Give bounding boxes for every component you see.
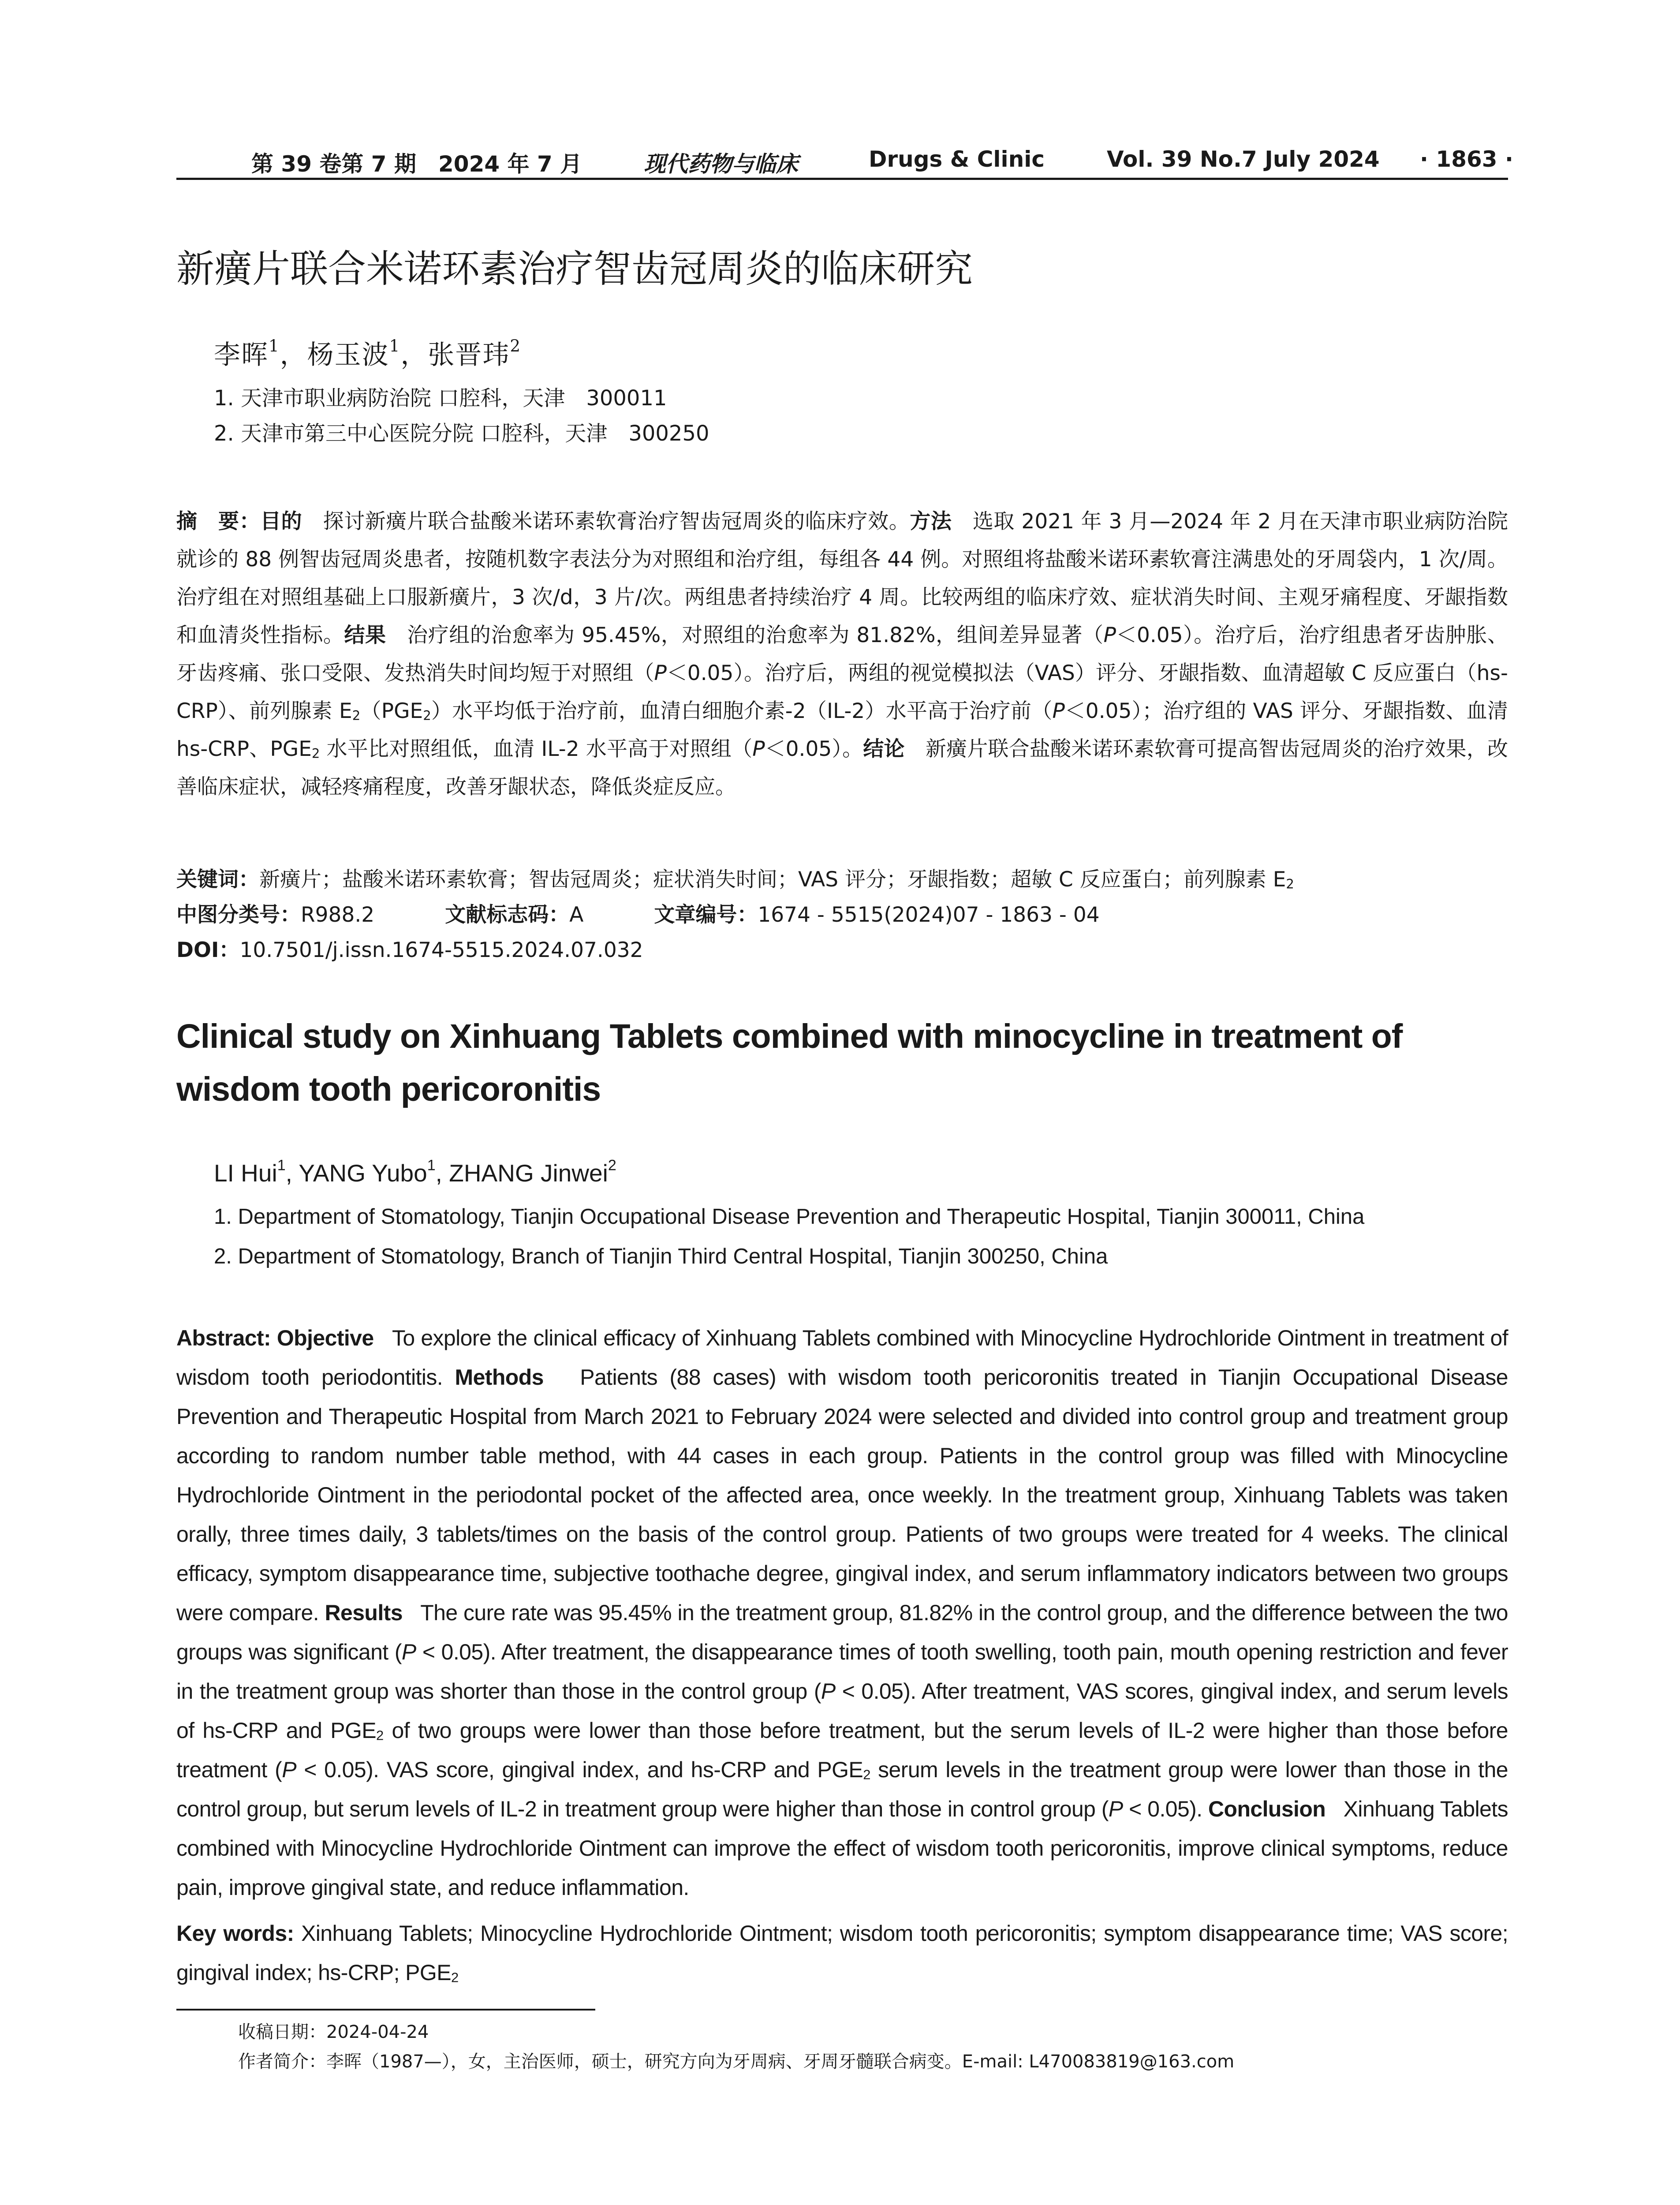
abstract-en bbox=[176, 1319, 1508, 1907]
keywords-zh-label: 关键词： bbox=[176, 867, 259, 892]
title-en: Clinical study on Xinhuang Tablets combined with minocycline in treatment of wisdom tooth pericoronitis bbox=[176, 1017, 1403, 1108]
p-value-symbol: P bbox=[282, 1757, 296, 1782]
affiliation-zh-2: 2. 天津市第三中心医院分院 口腔科，天津 300250 bbox=[214, 421, 709, 446]
author-name: 李晖 bbox=[214, 340, 269, 370]
abstract-en-label: Abstract: bbox=[176, 1326, 277, 1350]
methods-label-zh: 方法 bbox=[910, 509, 952, 534]
author-affiliation-mark: 1 bbox=[427, 1157, 436, 1174]
doi-value: 10.7501/j.issn.1674-5515.2024.07.032 bbox=[239, 938, 643, 962]
doc-code-value: A bbox=[569, 903, 584, 927]
subscript: 2 bbox=[376, 1727, 384, 1743]
author-name: 张晋玮 bbox=[428, 340, 510, 370]
p-value-symbol: P bbox=[1108, 1797, 1123, 1821]
author-name: ZHANG Jinwei bbox=[449, 1159, 608, 1187]
article-no-label: 文章编号： bbox=[654, 903, 758, 927]
article-no-value: 1674 - 5515(2024)07 - 1863 - 04 bbox=[758, 903, 1100, 927]
conclusion-label-en: Conclusion bbox=[1208, 1797, 1326, 1821]
results-zh: 治疗组的治愈率为 95.45%，对照组的治愈率为 81.82%，组间差异显著（ bbox=[407, 623, 1104, 647]
doi-line bbox=[176, 933, 643, 968]
subscript: 2 bbox=[451, 1970, 459, 1985]
author-affiliation-mark: 1 bbox=[269, 336, 280, 356]
conclusion-zh: 新癀片联合盐酸米诺环素软膏可提高智齿冠周炎的治疗效果，改善临床症状，减轻疼痛程度，改善牙龈状态，降低炎症反应。 bbox=[176, 737, 1508, 799]
conclusion-label-zh: 结论 bbox=[863, 737, 905, 761]
results-en: The cure rate was 95.45% in the treatment group, 81.82% in the control group, and the difference between the two groups was significant ( bbox=[176, 1600, 1508, 1664]
author-name: 杨玉波 bbox=[307, 340, 389, 370]
affiliation-en-1: 1. Department of Stomatology, Tianjin Occupational Disease Prevention and Therapeutic Hospital, Tianjin 300011, China bbox=[214, 1205, 1365, 1229]
header-journal-zh: 现代药物与临床 bbox=[644, 151, 798, 177]
footnote-author: 作者简介：李晖（1987—），女，主治医师，硕士，研究方向为牙周病、牙周牙髓联合病变。E-mail: L470083819@163.com bbox=[238, 2052, 1235, 2072]
affiliation-zh-1: 1. 天津市职业病防治院 口腔科，天津 300011 bbox=[214, 386, 667, 411]
abstract-zh-label: 摘 要： bbox=[176, 509, 261, 534]
results-zh: ＜0.05）。治疗后，治疗组患者牙齿肿胀、牙齿疼痛、张口受限、发热消失时间均短于对照组（ bbox=[176, 623, 1508, 685]
subscript: 2 bbox=[1286, 876, 1294, 892]
doc-code-label: 文献标志码： bbox=[445, 903, 570, 927]
footnote-received: 收稿日期：2024-04-24 bbox=[238, 2022, 429, 2042]
author-affiliation-mark: 2 bbox=[608, 1157, 616, 1174]
results-zh: ＜0.05）；治疗组的 VAS 评分、牙龈指数、血清 hs-CRP、PGE bbox=[176, 699, 1508, 761]
author-affiliation-mark: 1 bbox=[389, 336, 401, 356]
p-value-symbol: P bbox=[654, 661, 667, 685]
results-en: serum levels in the treatment group were lower than those in the control group, but serum levels of IL-2 in treatment group were higher than those in control group ( bbox=[176, 1757, 1508, 1821]
p-value-symbol: P bbox=[752, 737, 765, 761]
footnote-rule bbox=[176, 2009, 595, 2011]
objective-label-en: Objective bbox=[276, 1326, 374, 1350]
results-label-en: Results bbox=[325, 1600, 403, 1625]
methods-en: Patients (88 cases) with wisdom tooth pericoronitis treated in Tianjin Occupational Disease Prevention and Therapeutic Hospital from March 2021 to February 2024 were selected and divided into control group and treatment group according to random number table method, with 44 cases in each group. Patients in the control group was filled with Minocycline Hydrochloride Ointment in the periodontal pocket of the affected area, once weekly. In the treatment group, Xinhuang Tablets was taken orally, three times daily, 3 tablets/times on the basis of the control group. Patients of two groups were treated for 4 weeks. The clinical efficacy, symptom disappearance time, subjective toothache degree, gingival index, and serum inflammatory indicators between two groups were compare. bbox=[176, 1365, 1508, 1625]
results-en: < 0.05). After treatment, the disappearance times of tooth swelling, tooth pain, mouth opening restriction and fever in the treatment group was shorter than those in the control group ( bbox=[176, 1640, 1508, 1704]
conclusion-en: Xinhuang Tablets combined with Minocycline Hydrochloride Ointment can improve the effect of wisdom tooth pericoronitis, improve clinical symptoms, reduce pain, improve gingival state, and reduce inflammation. bbox=[176, 1797, 1508, 1900]
clc-label: 中图分类号： bbox=[176, 903, 301, 927]
header-journal-en: Drugs & Clinic bbox=[869, 146, 1045, 172]
running-header bbox=[176, 141, 1513, 177]
authors-zh: 李晖$^1$，杨玉波$^1$，张晋玮$^2$ bbox=[214, 336, 522, 370]
results-label-zh: 结果 bbox=[344, 623, 386, 647]
authors-en: LI Hui$^1$, YANG Yubo$^1$, ZHANG Jinwei$^2$ bbox=[214, 1157, 616, 1187]
results-en: < 0.05). bbox=[1123, 1797, 1202, 1821]
results-en: of two groups were lower than those before treatment, but the serum levels of IL-2 were higher than those before treatment ( bbox=[176, 1718, 1508, 1782]
methods-label-en: Methods bbox=[455, 1365, 544, 1390]
abstract-zh bbox=[176, 503, 1508, 806]
subscript: 2 bbox=[311, 746, 320, 761]
objective-zh: 探讨新癀片联合盐酸米诺环素软膏治疗智齿冠周炎的临床疗效。 bbox=[323, 509, 910, 534]
objective-label-zh: 目的 bbox=[260, 509, 302, 534]
keywords-en-label: Key words: bbox=[176, 1921, 302, 1946]
subscript: 2 bbox=[352, 708, 361, 723]
methods-zh: 选取 2021 年 3 月—2024 年 2 月在天津市职业病防治院就诊的 88 例智齿冠周炎患者，按随机数字表法分为对照组和治疗组，每组各 44 例。对照组将盐酸米诺环素软膏注满患处的牙周袋内，1 次/周。治疗组在对照组基础上口服新癀片，3 次/d，3 片/次。两组患者持续治疗 4 周。比较两组的临床疗效、症状消失时间、主观牙痛程度、牙龈指数和血清炎性指标。 bbox=[176, 509, 1508, 647]
results-en: < 0.05). After treatment, VAS scores, gingival index, and serum levels of hs-CRP and PGE bbox=[176, 1679, 1508, 1743]
header-rule bbox=[176, 178, 1508, 180]
keywords-zh bbox=[176, 862, 1294, 897]
header-page-number: · 1863 · bbox=[1420, 146, 1513, 172]
results-zh: 水平比对照组低，血清 IL-2 水平高于对照组（ bbox=[320, 737, 753, 761]
title-zh: 新癀片联合米诺环素治疗智齿冠周炎的临床研究 bbox=[176, 247, 973, 291]
results-zh: ）水平均低于治疗前，血清白细胞介素-2（IL-2）水平高于治疗前（ bbox=[431, 699, 1053, 723]
p-value-symbol: P bbox=[401, 1640, 416, 1664]
keywords-en bbox=[176, 1914, 1508, 1992]
objective-en: To explore the clinical efficacy of Xinhuang Tablets combined with Minocycline Hydrochloride Ointment in treatment of wisdom tooth periodontitis. bbox=[176, 1326, 1508, 1390]
p-value-symbol: P bbox=[1052, 699, 1065, 723]
p-value-symbol: P bbox=[821, 1679, 836, 1704]
author-name: LI Hui bbox=[214, 1159, 277, 1187]
keywords-en-text: Xinhuang Tablets; Minocycline Hydrochloride Ointment; wisdom tooth pericoronitis; symptom disappearance time; VAS score; gingival index; hs-CRP; PGE bbox=[176, 1921, 1508, 1985]
author-affiliation-mark: 2 bbox=[510, 336, 522, 356]
results-en: < 0.05). VAS score, gingival index, and hs-CRP and PGE bbox=[296, 1757, 863, 1782]
results-zh: ＜0.05）。 bbox=[765, 737, 863, 761]
header-issue-zh: 第 39 卷第 7 期 2024 年 7 月 bbox=[251, 151, 582, 177]
header-issue-en: Vol. 39 No.7 July 2024 bbox=[1107, 146, 1380, 172]
subscript: 2 bbox=[863, 1767, 870, 1783]
author-affiliation-mark: 1 bbox=[277, 1157, 286, 1174]
classification-line bbox=[176, 897, 1100, 933]
p-value-symbol: P bbox=[1103, 623, 1116, 647]
results-zh: （PGE bbox=[360, 699, 423, 723]
results-zh: ＜0.05）。治疗后，两组的视觉模拟法（VAS）评分、牙龈指数、血清超敏 C 反应蛋白（hs-CRP）、前列腺素 E bbox=[176, 661, 1508, 723]
affiliation-en-2: 2. Department of Stomatology, Branch of Tianjin Third Central Hospital, Tianjin 300250, China bbox=[214, 1245, 1108, 1268]
keywords-zh-text: 新癀片；盐酸米诺环素软膏；智齿冠周炎；症状消失时间；VAS 评分；牙龈指数；超敏 C 反应蛋白；前列腺素 E bbox=[259, 867, 1286, 892]
doi-label: DOI： bbox=[176, 938, 240, 962]
subscript: 2 bbox=[423, 708, 431, 723]
author-name: YANG Yubo bbox=[299, 1159, 427, 1187]
clc-value: R988.2 bbox=[301, 903, 375, 927]
